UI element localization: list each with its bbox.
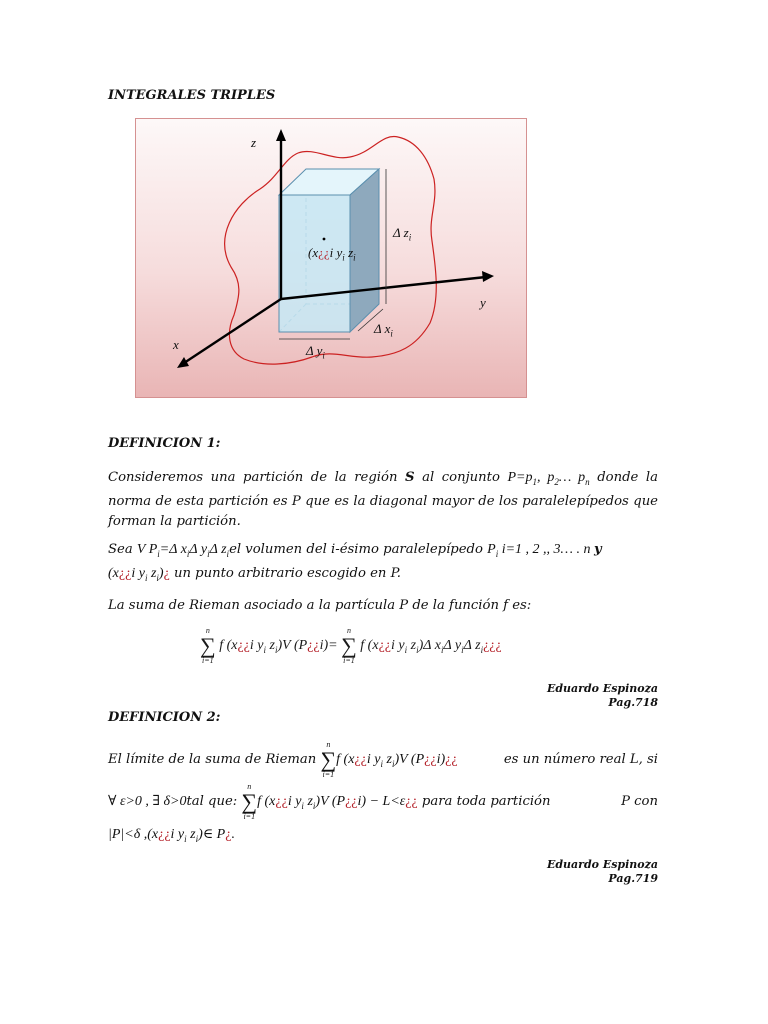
sample-point — [323, 238, 326, 241]
definition-1-credit: Eduardo Espinoza Pag.718 — [546, 682, 658, 709]
delta-y-label: Δ $y_i$ — [306, 343, 325, 361]
page-title: INTEGRALES TRIPLES — [108, 88, 276, 103]
definition-1-paragraph-3: La suma de Rieman asociado a la partícula P de la función f es: — [108, 598, 532, 613]
definition-2-credit: Eduardo Espinoza Pag.719 — [546, 858, 658, 885]
definition-1-heading: DEFINICION 1: — [108, 436, 221, 451]
x-axis-label: x — [173, 337, 179, 352]
riemann-sum-formula: n ∑ i=1 f (x¿¿i $y_i$ $z_i)V$ (P¿¿i)= n ∑ i=1 f (x¿¿i $y_i$ $z_i)\Delta$ $x_i\Delta$ $y_i\Delta$ $z_i¿¿¿$ — [200, 626, 502, 665]
parallelepiped-figure — [135, 118, 527, 398]
x-axis — [184, 299, 281, 363]
point-label: (x¿¿i $y_i$ $z_i$ — [308, 245, 356, 263]
definition-1-paragraph-2: Sea V $P_i=\Delta$ $x_i\Delta$ $y_i\Delta$ $z_iel$ volumen del i-ésimo paralelepípedo $P_i$ i=1 , 2 ,, 3… . n y (x¿¿i $y_i$ $z_i)¿$ un punto arbitrario escogido en P. — [108, 542, 602, 583]
delta-x-label: Δ $x_i$ — [374, 321, 393, 339]
definition-2-heading: DEFINICION 2: — [108, 710, 221, 725]
box-front-face — [279, 195, 350, 332]
y-axis-label: y — [480, 295, 486, 310]
z-axis-label: z — [251, 135, 257, 150]
definition-1-paragraph-1: Consideremos una partición de la región S al conjunto $P=p_1$, $p_2\dots$ $p_n$ donde la norma de esta partición es P que es la diagonal mayor de los paralelepípedos que forman la partición. — [108, 470, 659, 529]
delta-z-label: Δ $z_i$ — [393, 225, 412, 243]
definition-2-paragraph: El límite de la suma de Rieman n ∑ i=1 f (x¿¿i $y_i$ $z_i)V$ (P¿¿i)¿¿ es un número real L, si ∀ ε>0 , ∃ δ>0tal que: n ∑ i=1 f (x¿¿i $y_i$ $z_i)V$ (P¿¿i) − L<ε¿¿ para toda partición P con |P|<δ ,(x¿¿i $y_i$ $z_i)\in$ P¿. — [108, 740, 658, 844]
